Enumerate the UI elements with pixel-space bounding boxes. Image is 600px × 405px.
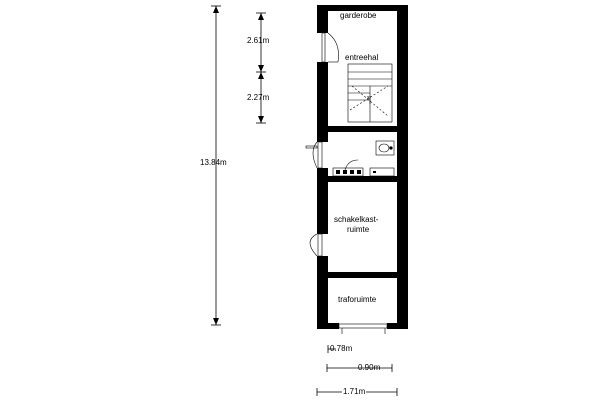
dim-label-building-width: 1.71m (343, 387, 366, 396)
door-bottom-frame (339, 324, 387, 328)
wall-left-mid (317, 62, 328, 142)
wash-basin-tap (390, 147, 393, 150)
segment-arrow-mid-down (258, 72, 264, 79)
door-switchroom-frame (318, 234, 322, 256)
hob-3 (350, 170, 354, 174)
room-label-traforuimte: traforuimte (338, 295, 377, 304)
hob-4 (357, 170, 361, 174)
room-label-entreehal: entreehal (345, 53, 379, 62)
dim-label-door-width: 0.78m (330, 344, 353, 353)
kitchen-door-swing (345, 160, 358, 170)
dim-label-lower-segment: 2.27m (247, 93, 270, 102)
dim-label-upper-segment: 2.61m (247, 36, 270, 45)
wall-left-bottom (317, 256, 328, 329)
room-label-schakelkast-line1: schakelkast- (334, 215, 379, 224)
wall-bottom-right (387, 323, 408, 329)
total-height-arrow-bottom (213, 318, 219, 325)
wash-basin-bowl (379, 144, 389, 152)
segment-arrow-mid-up (258, 65, 264, 72)
door-entrance-leaf (322, 33, 325, 62)
wall-partition-upper (328, 126, 397, 132)
wall-bottom-left (317, 323, 339, 329)
dim-label-door-outer: 0.90m (358, 363, 381, 372)
wall-partition-lower (328, 272, 397, 278)
cabinet-handle (373, 171, 376, 173)
door-kitchen-leaf (306, 146, 317, 148)
hob-1 (336, 170, 340, 174)
segment-arrow-bottom (258, 116, 264, 123)
fixtures (333, 141, 394, 176)
door-kitchen-frame (318, 142, 322, 168)
stair-direction-marker: x (367, 95, 370, 101)
door-entrance-swing (328, 33, 339, 62)
segment-arrow-top (258, 13, 264, 20)
total-height-arrow-top (213, 6, 219, 13)
dim-label-total-height: 13.84m (200, 158, 227, 167)
wall-left-lower (317, 168, 328, 234)
wall-right (397, 5, 408, 329)
staircase (348, 64, 392, 122)
door-switchroom-swing (310, 234, 317, 256)
room-label-garderobe: garderobe (340, 11, 377, 20)
room-label-schakelkast-line2: ruimte (347, 225, 370, 234)
hob-2 (343, 170, 347, 174)
dimension-lines (211, 6, 397, 396)
wall-partition-middle (328, 176, 397, 182)
